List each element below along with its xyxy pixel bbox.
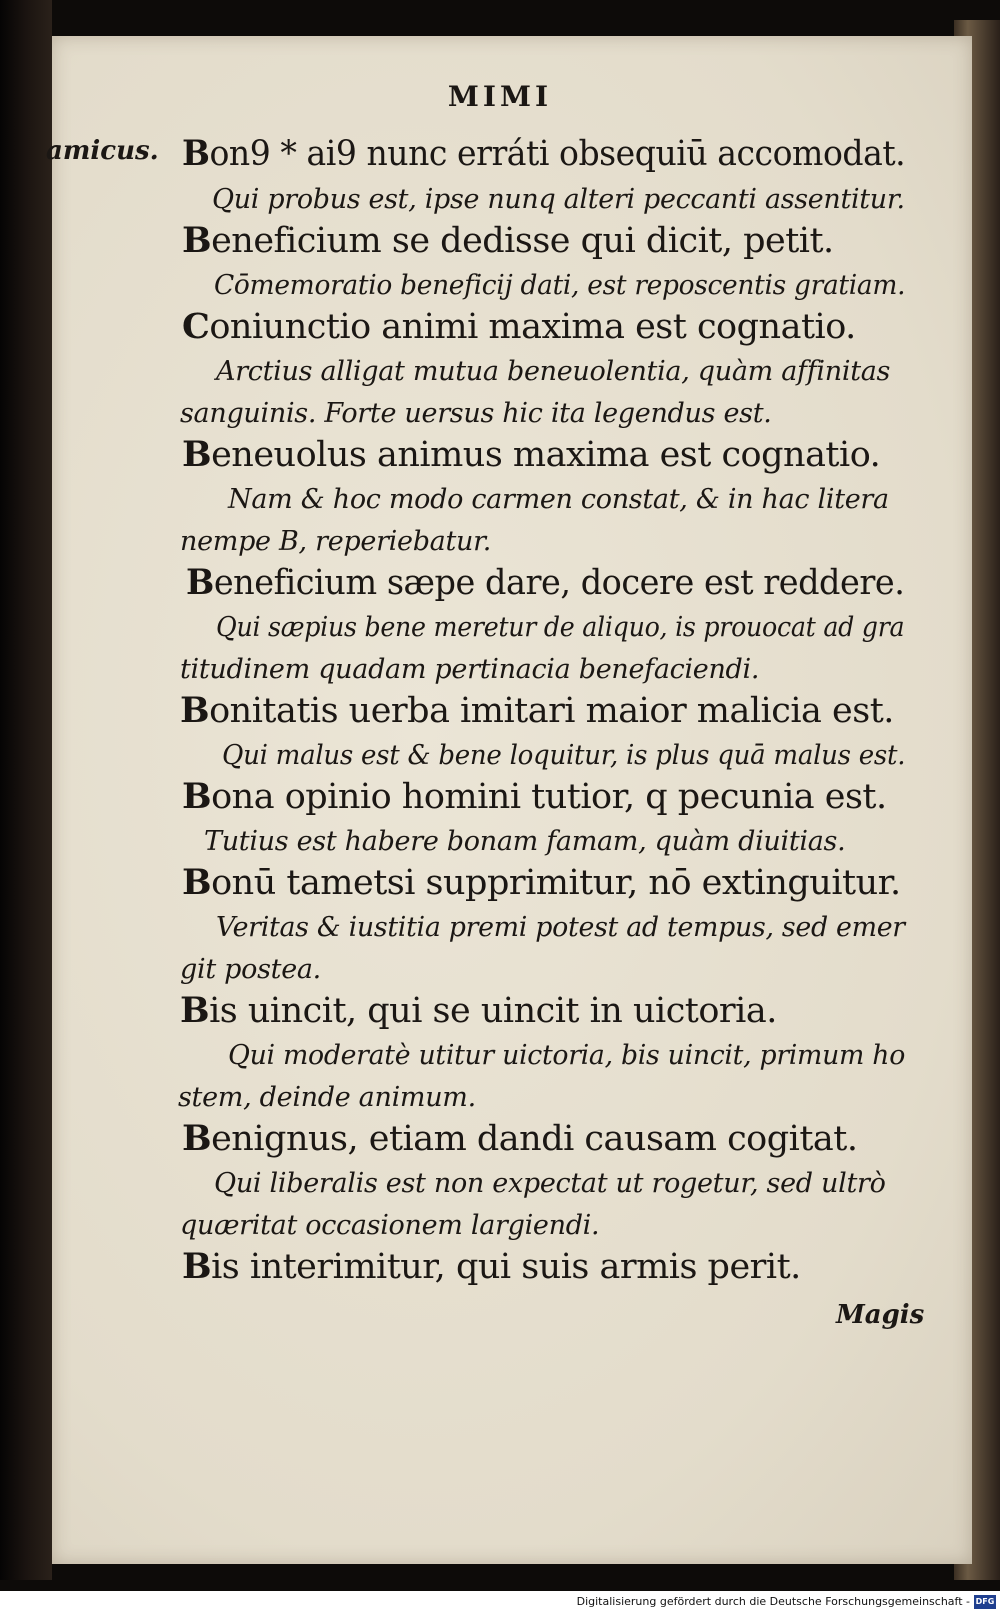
- text-line-6: Arctius alligat mutua beneuolentia, quàm affinitas: [216, 356, 891, 387]
- text-line-26: quæritat occasionem largiendi.: [180, 1210, 600, 1241]
- text-line-18: Bonū tametsi supprimitur, nō extinguitur.: [182, 862, 901, 903]
- text-line-1: Bon9 * ai9 nunc erráti obsequiū accomodat.: [182, 133, 906, 174]
- text-line-3: Beneficium se dedisse qui dicit, petit.: [182, 220, 834, 261]
- text-line-27: Bis interimitur, qui suis armis perit.: [182, 1246, 801, 1287]
- text-line-16: Bona opinio homini tutior, q pecunia est.: [182, 776, 887, 817]
- book-spine-left: [0, 0, 52, 1580]
- text-line-9: Nam & hoc modo carmen constat, & in hac litera: [228, 484, 889, 515]
- text-line-10: nempe B, reperiebatur.: [180, 526, 492, 557]
- dfg-logo: DFG: [974, 1595, 996, 1609]
- text-line-24: Benignus, etiam dandi causam cogitat.: [182, 1118, 858, 1159]
- footer-credit: Digitalisierung gefördert durch die Deutsche Forschungsgemeinschaft -: [576, 1595, 970, 1608]
- running-head: MIMI: [447, 80, 553, 113]
- text-line-4: Cōmemoratio beneficij dati, est reposcentis gratiam.: [214, 270, 906, 301]
- text-line-11: Beneficium sæpe dare, docere est reddere.: [186, 562, 905, 603]
- text-line-21: Bis uincit, qui se uincit in uictoria.: [180, 990, 777, 1031]
- catchword: Magis: [836, 1300, 925, 1330]
- text-line-8: Beneuolus animus maxima est cognatio.: [182, 434, 881, 475]
- footer-bar: [0, 1591, 1000, 1615]
- text-line-12: Qui sæpius bene meretur de aliquo, is prouocat ad gra: [216, 612, 905, 643]
- text-line-5: Coniunctio animi maxima est cognatio.: [182, 306, 856, 347]
- text-line-20: git postea.: [180, 954, 321, 985]
- text-line-14: Bonitatis uerba imitari maior malicia est.: [180, 690, 894, 731]
- text-line-2: Qui probus est, ipse nunq alteri peccanti assentitur.: [212, 184, 905, 215]
- text-line-13: titudinem quadam pertinacia benefaciendi.: [180, 654, 760, 685]
- text-line-22: Qui moderatè utitur uictoria, bis uincit, primum ho: [228, 1040, 905, 1071]
- text-line-7: sanguinis. Forte uersus hic ita legendus est.: [180, 398, 772, 429]
- text-line-19: Veritas & iustitia premi potest ad tempus, sed emer: [216, 912, 905, 943]
- text-line-17: Tutius est habere bonam famam, quàm diuitias.: [204, 826, 846, 857]
- text-line-25: Qui liberalis est non expectat ut rogetur, sed ultrò: [214, 1168, 886, 1199]
- text-line-15: Qui malus est & bene loquitur, is plus quā malus est.: [222, 740, 906, 771]
- text-line-23: stem, deinde animum.: [178, 1082, 476, 1113]
- margin-note: amicus.: [46, 136, 159, 166]
